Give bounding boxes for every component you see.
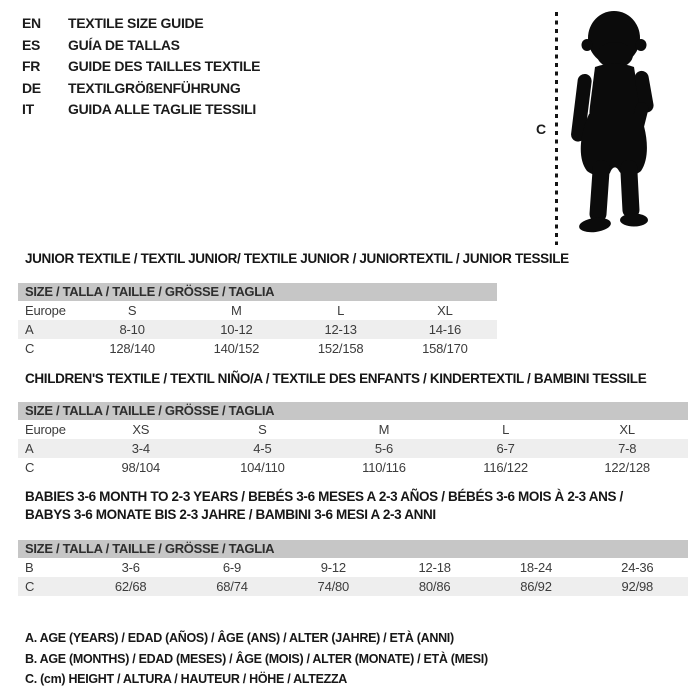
- value-cell: 7-8: [618, 441, 637, 456]
- legend-line-c: C. (cm) HEIGHT / ALTURA / HAUTEUR / HÖHE / ALTEZZA: [25, 672, 348, 687]
- table-row-age: [18, 320, 497, 339]
- table-row-height: [18, 458, 688, 477]
- row-label: Europe: [25, 303, 66, 318]
- size-header-cell: S: [127, 303, 137, 318]
- size-header-cell: XS: [132, 422, 150, 437]
- table-row-height: [18, 339, 497, 358]
- lang-code: ES: [22, 36, 41, 53]
- legend-line-a: A. AGE (YEARS) / EDAD (AÑOS) / ÂGE (ANS) / ALTER (JAHRE) / ETÀ (ANNI): [25, 631, 454, 645]
- section-title-children: CHILDREN'S TEXTILE / TEXTIL NIÑO/A / TEXTILE DES ENFANTS / KINDERTEXTIL / BAMBINI TESSILE: [25, 371, 647, 386]
- lang-row-es: [22, 35, 260, 57]
- value-cell: 86/92: [520, 579, 552, 594]
- value-cell: 14-16: [428, 322, 461, 337]
- value-cell: 68/74: [216, 579, 248, 594]
- table-row-europe: [18, 420, 688, 439]
- value-cell: 8-10: [119, 322, 145, 337]
- lang-label: GUIDA ALLE TAGLIE TESSILI: [68, 101, 256, 118]
- height-marker-label: C: [536, 121, 547, 137]
- size-header-cell: S: [258, 422, 267, 437]
- row-label: C: [25, 579, 35, 594]
- value-cell: 110/116: [362, 460, 406, 475]
- lang-row-fr: [22, 56, 260, 78]
- size-band-header: SIZE / TALLA / TAILLE / GRÖSSE / TAGLIA: [18, 283, 497, 301]
- value-cell: 122/128: [604, 460, 650, 475]
- value-cell: 18-24: [519, 560, 553, 575]
- value-cell: 12-18: [418, 560, 451, 575]
- legend: [25, 628, 488, 690]
- lang-label: TEXTILE SIZE GUIDE: [68, 15, 204, 31]
- value-cell: 128/140: [109, 341, 155, 356]
- lang-code: EN: [22, 15, 41, 31]
- size-band-header: SIZE / TALLA / TAILLE / GRÖSSE / TAGLIA: [18, 540, 688, 558]
- value-cell: 152/158: [317, 341, 364, 356]
- value-cell: 4-5: [253, 441, 272, 456]
- value-cell: 6-7: [496, 441, 515, 456]
- table-row-europe: [18, 301, 497, 320]
- size-header-cell: L: [337, 303, 345, 318]
- row-label: Europe: [25, 422, 66, 437]
- toddler-silhouette-icon: [562, 10, 664, 240]
- value-cell: 140/152: [213, 341, 260, 356]
- size-header-cell: XL: [437, 303, 453, 318]
- value-cell: 3-6: [121, 560, 140, 575]
- size-header-cell: M: [378, 422, 390, 437]
- size-header-cell: L: [502, 422, 510, 437]
- language-list: [22, 13, 260, 121]
- section-title-babies: [25, 488, 675, 523]
- size-band-header: SIZE / TALLA / TAILLE / GRÖSSE / TAGLIA: [18, 402, 688, 420]
- lang-row-it: [22, 99, 260, 121]
- row-label: C: [25, 341, 35, 356]
- height-marker-dotted-line: [555, 12, 558, 245]
- value-cell: 62/68: [114, 579, 147, 594]
- row-label: A: [25, 322, 34, 337]
- size-header-cell: M: [231, 303, 242, 318]
- value-cell: 80/86: [418, 579, 451, 594]
- lang-code: IT: [22, 101, 34, 118]
- row-label: C: [25, 460, 35, 475]
- size-table-children: [18, 402, 688, 477]
- value-cell: 5-6: [374, 441, 394, 456]
- table-row-age: [18, 439, 688, 458]
- lang-code: DE: [22, 79, 41, 96]
- table-row-months: [18, 558, 688, 577]
- table-row-height: [18, 577, 688, 596]
- lang-row-de: [22, 78, 260, 100]
- value-cell: 24-36: [621, 560, 654, 575]
- value-cell: 3-4: [131, 441, 150, 456]
- legend-line-b: B. AGE (MONTHS) / EDAD (MESES) / ÂGE (MOIS) / ALTER (MONATE) / ETÀ (MESI): [25, 651, 488, 666]
- value-cell: 12-13: [324, 322, 357, 337]
- value-cell: 98/104: [121, 460, 161, 475]
- row-label: B: [25, 560, 34, 575]
- value-cell: 92/98: [621, 579, 654, 594]
- section-title-babies-line1: BABIES 3-6 MONTH TO 2-3 YEARS / BEBÉS 3-6 MESES A 2-3 AÑOS / BÉBÉS 3-6 MOIS À 2-3 ANS /: [25, 489, 623, 504]
- lang-label: GUÍA DE TALLAS: [68, 36, 180, 53]
- value-cell: 158/170: [422, 341, 468, 356]
- row-label: A: [25, 441, 34, 456]
- lang-label: GUIDE DES TAILLES TEXTILE: [68, 58, 261, 75]
- value-cell: 10-12: [220, 322, 253, 337]
- size-table-junior: [18, 283, 497, 358]
- section-title-junior: JUNIOR TEXTILE / TEXTIL JUNIOR/ TEXTILE JUNIOR / JUNIORTEXTIL / JUNIOR TESSILE: [25, 251, 569, 266]
- lang-row-en: [22, 13, 260, 35]
- value-cell: 116/122: [483, 460, 528, 475]
- value-cell: 9-12: [320, 560, 346, 575]
- lang-label: TEXTILGRÖßENFÜHRUNG: [68, 79, 241, 96]
- size-header-cell: XL: [619, 422, 635, 437]
- size-table-babies: [18, 540, 688, 596]
- lang-code: FR: [22, 58, 41, 75]
- value-cell: 6-9: [222, 560, 242, 575]
- value-cell: 74/80: [317, 579, 350, 594]
- value-cell: 104/110: [240, 460, 285, 475]
- section-title-babies-line2: BABYS 3-6 MONATE BIS 2-3 JAHRE / BAMBINI 3-6 MESI A 2-3 ANNI: [25, 506, 436, 522]
